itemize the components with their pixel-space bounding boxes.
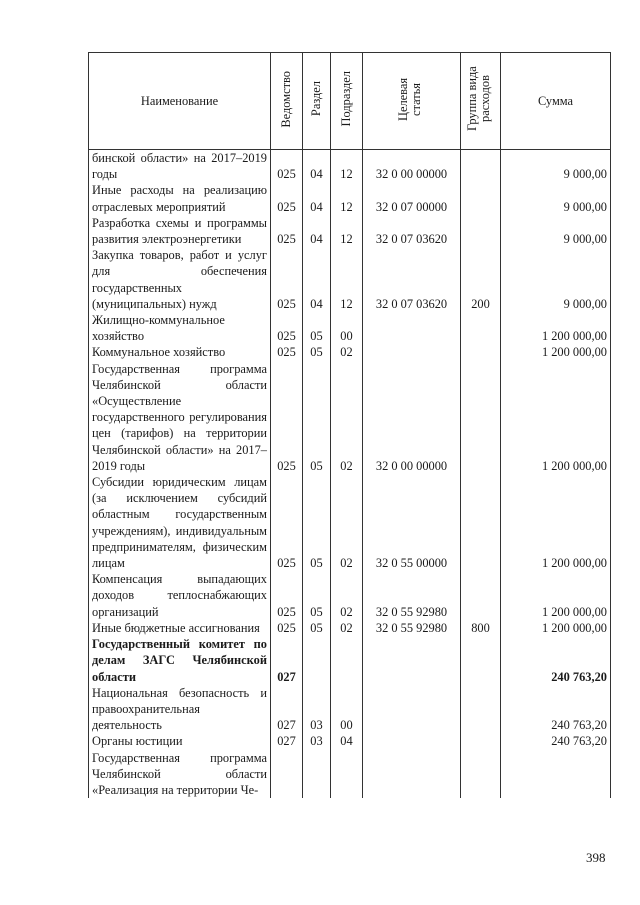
cell-section: 04: [303, 182, 331, 214]
table-row: [89, 215, 611, 247]
cell-dept: 025: [271, 215, 303, 247]
cell-section: 03: [303, 685, 331, 734]
cell-exptype: [461, 150, 501, 183]
cell-subsection: 04: [331, 733, 363, 749]
table-row: [89, 474, 611, 571]
cell-exptype: [461, 182, 501, 214]
cell-name: Разработка схемы и программы развития электроэнергетики: [89, 215, 271, 247]
cell-subsection: 12: [331, 182, 363, 214]
cell-dept: 025: [271, 182, 303, 214]
cell-dept: 025: [271, 150, 303, 183]
table-row: [89, 750, 611, 799]
header-section: Раздел: [303, 53, 331, 150]
cell-exptype: [461, 750, 501, 799]
cell-sum: 1 200 000,00: [501, 344, 611, 360]
header-exptype: Группа вида расходов: [461, 53, 501, 150]
cell-target: [363, 344, 461, 360]
header-subsection: Подраздел: [331, 53, 363, 150]
cell-exptype: [461, 733, 501, 749]
cell-target: 32 0 00 00000: [363, 150, 461, 183]
cell-target: 32 0 55 92980: [363, 620, 461, 636]
table-row: [89, 344, 611, 360]
table-row: [89, 150, 611, 183]
cell-name: Государственный комитет по делам ЗАГС Челябинской области: [89, 636, 271, 685]
cell-section: 05: [303, 361, 331, 474]
cell-exptype: [461, 571, 501, 620]
cell-target: 32 0 07 00000: [363, 182, 461, 214]
table-row: [89, 361, 611, 474]
cell-target: [363, 685, 461, 734]
cell-sum: 1 200 000,00: [501, 620, 611, 636]
table-row: [89, 182, 611, 214]
cell-exptype: 200: [461, 247, 501, 312]
cell-sum: 1 200 000,00: [501, 312, 611, 344]
cell-target: 32 0 00 00000: [363, 361, 461, 474]
cell-name: Компенсация выпадающих доходов теплоснабжающих организаций: [89, 571, 271, 620]
cell-exptype: 800: [461, 620, 501, 636]
cell-subsection: 02: [331, 620, 363, 636]
cell-section: 05: [303, 620, 331, 636]
cell-sum: 9 000,00: [501, 150, 611, 183]
table-row: [89, 685, 611, 734]
cell-sum: 240 763,20: [501, 733, 611, 749]
cell-name: Субсидии юридическим лицам (за исключением субсидий областным государственным учреждениям), индивидуальным предпринимателям, физическим лицам: [89, 474, 271, 571]
table-row: [89, 620, 611, 636]
cell-target: [363, 312, 461, 344]
cell-dept: 025: [271, 344, 303, 360]
header-sum: Сумма: [501, 53, 611, 150]
cell-dept: 025: [271, 474, 303, 571]
cell-sum: [501, 750, 611, 799]
cell-exptype: [461, 312, 501, 344]
cell-target: 32 0 07 03620: [363, 215, 461, 247]
cell-name: Органы юстиции: [89, 733, 271, 749]
cell-dept: 025: [271, 620, 303, 636]
cell-sum: 240 763,20: [501, 636, 611, 685]
cell-section: 04: [303, 150, 331, 183]
cell-name: Иные бюджетные ассигнования: [89, 620, 271, 636]
cell-section: 04: [303, 215, 331, 247]
cell-subsection: 12: [331, 215, 363, 247]
cell-name: Иные расходы на реализацию отраслевых мероприятий: [89, 182, 271, 214]
cell-section: 04: [303, 247, 331, 312]
cell-section: 03: [303, 733, 331, 749]
cell-sum: 1 200 000,00: [501, 361, 611, 474]
table-row: [89, 733, 611, 749]
cell-target: [363, 750, 461, 799]
cell-subsection: 12: [331, 247, 363, 312]
cell-dept: 025: [271, 312, 303, 344]
cell-target: [363, 636, 461, 685]
table-header-row: [89, 53, 611, 150]
cell-name: Закупка товаров, работ и услуг для обеспечения государственных (муниципальных) нужд: [89, 247, 271, 312]
cell-dept: 025: [271, 571, 303, 620]
cell-exptype: [461, 344, 501, 360]
cell-sum: 240 763,20: [501, 685, 611, 734]
cell-sum: 1 200 000,00: [501, 571, 611, 620]
cell-subsection: 02: [331, 571, 363, 620]
cell-sum: 9 000,00: [501, 247, 611, 312]
header-name: Наименование: [89, 53, 271, 150]
cell-sum: 9 000,00: [501, 182, 611, 214]
table-row: [89, 312, 611, 344]
table-row: [89, 571, 611, 620]
cell-subsection: [331, 636, 363, 685]
cell-target: 32 0 55 92980: [363, 571, 461, 620]
cell-name: бинской области» на 2017–2019 годы: [89, 150, 271, 183]
cell-section: 05: [303, 312, 331, 344]
cell-subsection: [331, 750, 363, 799]
table-row: [89, 247, 611, 312]
cell-dept: 025: [271, 361, 303, 474]
table-row: [89, 636, 611, 685]
cell-exptype: [461, 474, 501, 571]
cell-subsection: 00: [331, 312, 363, 344]
cell-subsection: 00: [331, 685, 363, 734]
cell-dept: 027: [271, 733, 303, 749]
budget-table: [88, 52, 611, 798]
cell-sum: 9 000,00: [501, 215, 611, 247]
cell-subsection: 02: [331, 474, 363, 571]
header-target: Целевая статья: [363, 53, 461, 150]
cell-dept: 027: [271, 685, 303, 734]
cell-exptype: [461, 215, 501, 247]
header-dept: Ведомство: [271, 53, 303, 150]
cell-target: [363, 733, 461, 749]
cell-sum: 1 200 000,00: [501, 474, 611, 571]
cell-section: [303, 636, 331, 685]
cell-exptype: [461, 636, 501, 685]
cell-name: Государственная программа Челябинской области «Осуществление государственного регулирования цен (тарифов) на территории Челябинской области» на 2017–2019 годы: [89, 361, 271, 474]
cell-exptype: [461, 685, 501, 734]
cell-dept: 027: [271, 636, 303, 685]
cell-exptype: [461, 361, 501, 474]
cell-subsection: 02: [331, 361, 363, 474]
cell-name: Национальная безопасность и правоохранительная деятельность: [89, 685, 271, 734]
cell-name: Коммунальное хозяйство: [89, 344, 271, 360]
page-number: 398: [586, 850, 606, 865]
cell-subsection: 12: [331, 150, 363, 183]
cell-name: Государственная программа Челябинской области «Реализация на территории Че-: [89, 750, 271, 799]
cell-subsection: 02: [331, 344, 363, 360]
cell-target: 32 0 07 03620: [363, 247, 461, 312]
cell-name: Жилищно-коммунальное хозяйство: [89, 312, 271, 344]
cell-section: [303, 750, 331, 799]
cell-target: 32 0 55 00000: [363, 474, 461, 571]
cell-section: 05: [303, 344, 331, 360]
cell-section: 05: [303, 571, 331, 620]
cell-dept: [271, 750, 303, 799]
cell-section: 05: [303, 474, 331, 571]
cell-dept: 025: [271, 247, 303, 312]
